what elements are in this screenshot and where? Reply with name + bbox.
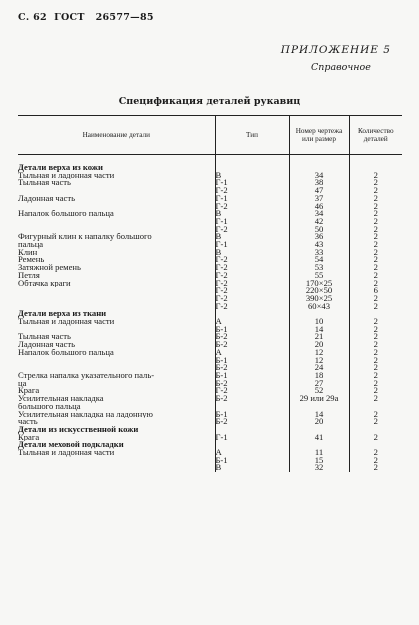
table-row [18,418,402,426]
cell-type: Г-1 [215,179,289,187]
cell-type: Г-2 [215,226,289,234]
cell-name: большого пальца [18,402,81,411]
cell-name [18,303,215,311]
table-header-row [18,116,402,155]
cell-qty: 2 [349,341,402,349]
cell-qty: 2 [349,418,402,426]
cell-qty [349,155,402,172]
cell-type: В [215,233,289,241]
table-row [18,218,402,226]
cell-number: 24 [289,364,349,372]
cell-type [215,155,289,172]
cell-number: 20 [289,341,349,349]
table-row [18,233,402,241]
section-row [18,441,402,449]
cell-number: 53 [289,264,349,272]
cell-number: 34 [289,210,349,218]
cell-name: Крага [18,387,40,396]
cell-type: А [215,349,289,357]
table-row [18,172,402,180]
table-row [18,434,402,442]
appendix-title: ПРИЛОЖЕНИЕ 5 [280,44,391,56]
cell-qty: 2 [349,357,402,365]
cell-qty [349,310,402,318]
cell-number: 50 [289,226,349,234]
cell-name: Ремень [18,256,45,265]
cell-type: Г-2 [215,287,289,295]
cell-name: Тыльная и ладонная части [18,318,115,326]
cell-name: Напалок большого пальца [18,210,114,218]
table-row [18,241,402,249]
cell-type: Б-2 [215,418,289,426]
table-row [18,249,402,257]
cell-number: 37 [289,195,349,203]
cell-number: 20 [289,418,349,426]
cell-number: 170×25 [289,280,349,288]
cell-number: 36 [289,233,349,241]
cell-qty [349,403,402,411]
cell-number: 47 [289,187,349,195]
cell-type: Г-2 [215,303,289,311]
cell-qty: 2 [349,249,402,257]
cell-type: Б-1 [215,326,289,334]
cell-number [289,426,349,434]
cell-name: Фигурный клин к напалку большого [18,233,152,242]
cell-name: Тыльная часть [18,333,71,342]
cell-qty: 2 [349,380,402,388]
cell-name [18,364,215,372]
cell-type: В [215,172,289,180]
col-header-name: Наименование детали [18,116,215,155]
section-row [18,310,402,318]
cell-number: 18 [289,372,349,380]
specification-table [18,115,402,472]
cell-number: 34 [289,172,349,180]
cell-type: Б-2 [215,333,289,341]
cell-name: Тыльная и ладонная части [18,171,115,180]
cell-type [215,403,289,411]
cell-type: Б-2 [215,364,289,372]
table-row [18,372,402,380]
table-row [18,226,402,234]
cell-number: 46 [289,203,349,211]
table-row [18,341,402,349]
cell-name: Обтачка краги [18,279,71,288]
cell-type: Г-2 [215,280,289,288]
cell-number: 42 [289,218,349,226]
cell-number: 12 [289,357,349,365]
cell-number: 60×43 [289,303,349,311]
cell-qty: 2 [349,179,402,187]
cell-type: Б-1 [215,457,289,465]
cell-name [18,218,215,226]
cell-qty: 2 [349,195,402,203]
cell-name: Клин [18,248,38,257]
cell-qty: 2 [349,434,402,442]
cell-qty: 2 [349,318,402,326]
cell-qty: 6 [349,287,402,295]
table-row [18,403,402,411]
table-row [18,364,402,372]
cell-number: 54 [289,256,349,264]
cell-qty: 2 [349,449,402,457]
table-row [18,457,402,465]
cell-name [18,187,215,195]
cell-type: Б-2 [215,341,289,349]
cell-type: Б-1 [215,357,289,365]
cell-qty: 2 [349,349,402,357]
cell-qty [349,426,402,434]
cell-name [18,457,215,465]
table-row [18,256,402,264]
table-row [18,195,402,203]
cell-name: Тыльная часть [18,179,71,188]
cell-type: А [215,449,289,457]
cell-number: 21 [289,333,349,341]
cell-name [18,357,215,365]
table-row [18,449,402,457]
cell-number: 43 [289,241,349,249]
table-body [18,155,402,473]
table-row [18,387,402,395]
cell-type [215,426,289,434]
cell-name [18,295,215,303]
cell-qty: 2 [349,411,402,419]
section-row [18,155,402,172]
cell-qty: 2 [349,264,402,272]
cell-type: В [215,249,289,257]
cell-name: ца [18,379,27,388]
cell-type: Г-2 [215,187,289,195]
cell-type: Г-2 [215,203,289,211]
cell-type: Г-1 [215,241,289,249]
cell-number: 15 [289,457,349,465]
cell-name: Детали верха из кожи [18,162,103,172]
cell-number: 32 [289,464,349,472]
cell-name: Напалок большого пальца [18,348,114,357]
cell-qty: 2 [349,295,402,303]
cell-qty: 2 [349,395,402,403]
cell-name [18,464,215,472]
cell-number: 55 [289,272,349,280]
cell-qty [349,441,402,449]
cell-name [18,326,215,334]
cell-type: Г-1 [215,434,289,442]
table-row [18,264,402,272]
cell-qty: 2 [349,387,402,395]
cell-name: Петля [18,271,40,280]
table-row [18,326,402,334]
cell-qty: 2 [349,226,402,234]
cell-type: Г-2 [215,387,289,395]
cell-name: Затяжной ремень [18,264,81,272]
table-row [18,357,402,365]
cell-number: 220×50 [289,287,349,295]
cell-number: 29 или 29а [289,395,349,403]
cell-type: Б-1 [215,411,289,419]
table-row [18,179,402,187]
table-row [18,333,402,341]
cell-name: Стрелка напалка указательного паль- [18,371,155,380]
cell-number [289,310,349,318]
cell-name [18,226,215,234]
cell-qty: 2 [349,303,402,311]
cell-name: Усилительная накладка [18,395,104,403]
cell-type: Г-2 [215,272,289,280]
table-row [18,318,402,326]
cell-type: В [215,464,289,472]
cell-name: часть [18,418,38,426]
cell-number: 390×25 [289,295,349,303]
cell-type [215,441,289,449]
cell-type: Г-2 [215,256,289,264]
cell-qty: 2 [349,241,402,249]
cell-qty: 2 [349,333,402,341]
table-row [18,280,402,288]
table-row [18,187,402,195]
cell-type: Г-1 [215,195,289,203]
cell-number: 41 [289,434,349,442]
table-row [18,203,402,211]
cell-number: 52 [289,387,349,395]
cell-number: 11 [289,449,349,457]
cell-name [18,203,215,211]
cell-name [18,287,215,295]
cell-number: 14 [289,326,349,334]
col-header-type: Тип [215,116,289,155]
cell-name: Крага [18,433,40,442]
cell-number: 33 [289,249,349,257]
cell-number: 27 [289,380,349,388]
cell-qty: 2 [349,203,402,211]
cell-name: Ладонная часть [18,194,76,203]
col-header-number: Номер чертежа или размер [289,116,349,155]
cell-qty: 2 [349,233,402,241]
cell-number [289,403,349,411]
cell-number: 12 [289,349,349,357]
cell-qty: 2 [349,187,402,195]
cell-qty: 2 [349,272,402,280]
table-row [18,210,402,218]
table-row [18,464,402,472]
cell-type: Г-2 [215,264,289,272]
section-row [18,426,402,434]
cell-qty: 2 [349,326,402,334]
table-row [18,349,402,357]
cell-type: Б-2 [215,380,289,388]
page-header: С. 62 ГОСТ 26577—85 [18,12,154,23]
cell-name: пальца [18,241,44,249]
cell-qty: 2 [349,372,402,380]
table-row [18,411,402,419]
cell-qty: 2 [349,172,402,180]
cell-qty: 2 [349,280,402,288]
cell-name: Детали меховой подкладки [18,441,124,450]
cell-qty: 2 [349,364,402,372]
cell-number [289,155,349,172]
cell-type: А [215,318,289,326]
cell-number: 14 [289,411,349,419]
table-row [18,287,402,295]
cell-qty: 2 [349,457,402,465]
cell-name: Детали верха из ткани [18,310,107,319]
cell-qty: 2 [349,256,402,264]
cell-number: 38 [289,179,349,187]
cell-type: Б-1 [215,372,289,380]
cell-qty: 2 [349,464,402,472]
cell-name: Ладонная часть [18,341,76,349]
col-header-qty: Количество деталей [349,116,402,155]
cell-name: Усилительная накладка на ладонную [18,410,153,419]
table-row [18,395,402,403]
cell-type: Г-1 [215,218,289,226]
table-row [18,303,402,311]
cell-type: В [215,210,289,218]
table-title: Спецификация деталей рукавиц [118,96,301,107]
table-row [18,295,402,303]
table-row [18,272,402,280]
cell-name: Тыльная и ладонная части [18,449,115,457]
appendix-note: Справочное [311,62,371,73]
cell-qty: 2 [349,210,402,218]
cell-type [215,310,289,318]
cell-number: 10 [289,318,349,326]
cell-number [289,441,349,449]
cell-type: Г-2 [215,295,289,303]
table-row [18,380,402,388]
cell-name: Детали из искусственной кожи [18,425,139,434]
cell-type: Б-2 [215,395,289,403]
cell-qty: 2 [349,218,402,226]
